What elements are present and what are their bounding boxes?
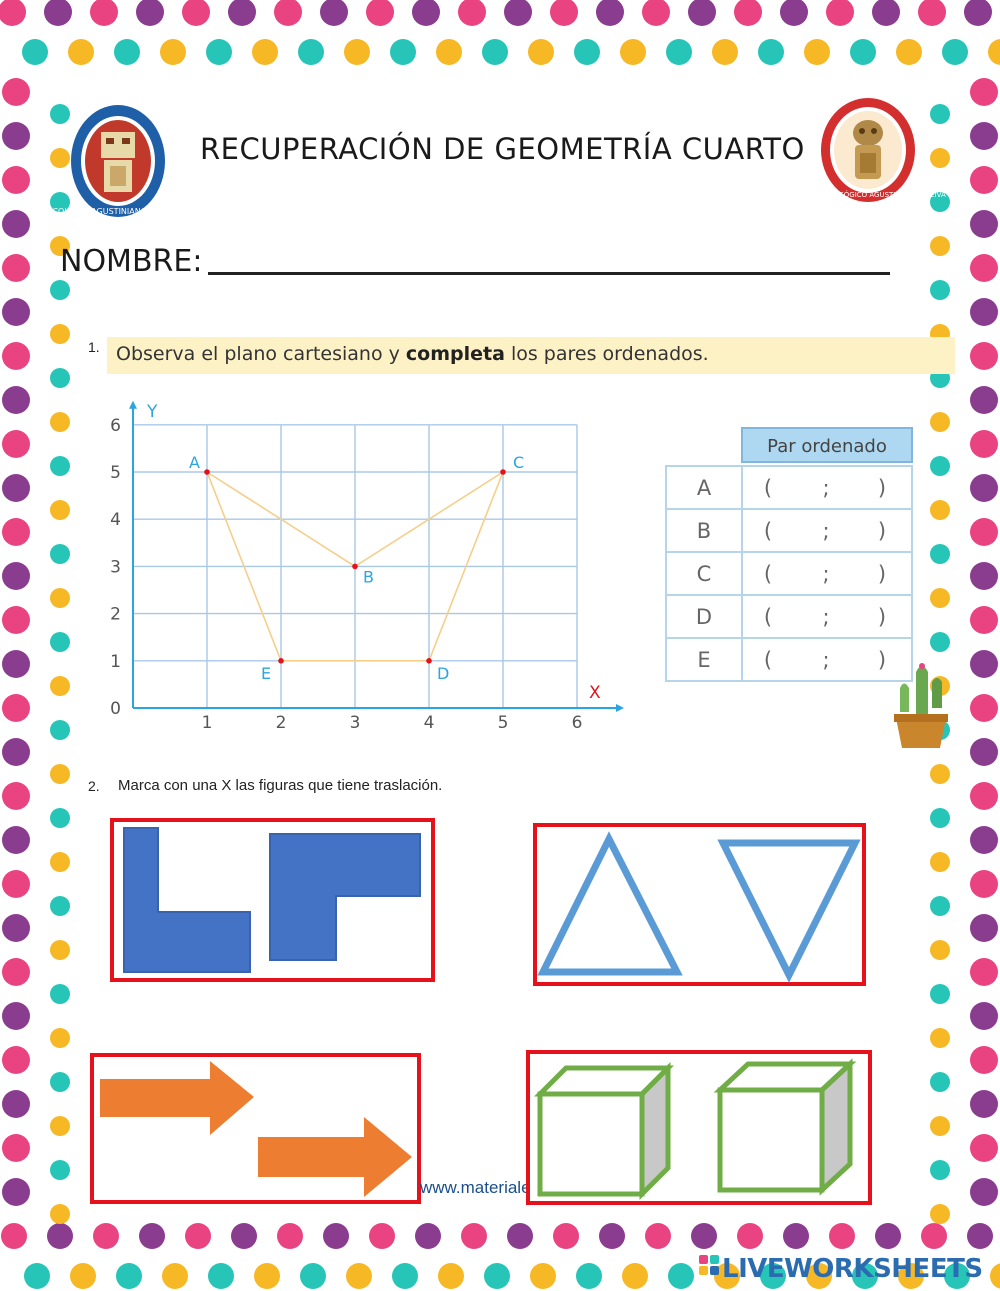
- border-dot: [553, 1223, 579, 1249]
- x-tick-label: 3: [349, 713, 361, 733]
- point-a: [204, 469, 210, 475]
- border-dot: [2, 254, 30, 282]
- border-dot: [2, 430, 30, 458]
- border-dot: [734, 0, 762, 26]
- brand-logo: LIVEWORKSHEETS: [722, 1254, 983, 1284]
- border-dot: [50, 500, 70, 520]
- x-tick-label: 5: [497, 713, 509, 733]
- border-dot: [990, 1263, 1000, 1289]
- border-dot: [2, 914, 30, 942]
- border-dot: [2, 606, 30, 634]
- border-dot: [970, 210, 998, 238]
- border-dot: [550, 0, 578, 26]
- border-dot: [530, 1263, 556, 1289]
- table-point-label: B: [696, 519, 712, 543]
- border-dot: [930, 1072, 950, 1092]
- table-close-paren: ): [877, 562, 887, 586]
- y-tick-label: 3: [110, 557, 121, 578]
- border-dot: [930, 896, 950, 916]
- border-dot: [666, 39, 692, 65]
- border-dot: [274, 0, 302, 26]
- point-e: [278, 658, 284, 664]
- x-axis-label: X: [589, 683, 601, 703]
- border-dot: [645, 1223, 671, 1249]
- border-dot: [50, 940, 70, 960]
- border-dot: [438, 1263, 464, 1289]
- border-dot: [970, 870, 998, 898]
- border-dot: [50, 1116, 70, 1136]
- table-header-label: Par ordenado: [767, 436, 887, 457]
- border-dot: [988, 39, 1000, 65]
- border-dot: [970, 738, 998, 766]
- arrow-2: [258, 1117, 412, 1197]
- border-dot: [918, 0, 946, 26]
- border-dot: [50, 280, 70, 300]
- border-dot: [930, 544, 950, 564]
- border-dot: [458, 0, 486, 26]
- table-point-label: E: [697, 648, 711, 672]
- border-dot: [323, 1223, 349, 1249]
- point-b: [352, 564, 358, 570]
- border-dot: [970, 474, 998, 502]
- border-dot: [320, 0, 348, 26]
- border-dot: [2, 826, 30, 854]
- border-dot: [712, 39, 738, 65]
- border-dot: [44, 0, 72, 26]
- border-dot: [691, 1223, 717, 1249]
- border-dot: [2, 782, 30, 810]
- border-dot: [622, 1263, 648, 1289]
- border-dot: [970, 606, 998, 634]
- border-dot: [872, 0, 900, 26]
- border-dot: [254, 1263, 280, 1289]
- border-dot: [208, 1263, 234, 1289]
- table-point-label: C: [696, 562, 712, 586]
- table-close-paren: ): [877, 605, 887, 629]
- table-separator: ;: [822, 476, 830, 500]
- question-1-number: 1.: [88, 339, 100, 355]
- table-open-paren: (: [763, 519, 773, 543]
- border-dot: [850, 39, 876, 65]
- border-dot: [970, 254, 998, 282]
- point-c: [500, 469, 506, 475]
- table-close-paren: ): [877, 476, 887, 500]
- cactus-icon: [886, 660, 956, 752]
- border-dot: [507, 1223, 533, 1249]
- border-dot: [2, 958, 30, 986]
- border-dot: [783, 1223, 809, 1249]
- border-dot: [50, 632, 70, 652]
- border-dot: [942, 39, 968, 65]
- option-l-shapes[interactable]: [110, 818, 435, 982]
- border-dot: [970, 1090, 998, 1118]
- border-dot: [482, 39, 508, 65]
- ordered-pairs-table: [664, 426, 916, 686]
- x-tick-label: 6: [571, 713, 583, 733]
- border-dot: [90, 0, 118, 26]
- table-point-label: A: [696, 476, 712, 500]
- option-cubes[interactable]: [526, 1050, 872, 1205]
- border-dot: [50, 368, 70, 388]
- point-d: [426, 658, 432, 664]
- border-dot: [921, 1223, 947, 1249]
- border-dot: [930, 764, 950, 784]
- border-dot: [930, 1204, 950, 1224]
- border-dot: [737, 1223, 763, 1249]
- border-dot: [930, 500, 950, 520]
- border-dot: [970, 78, 998, 106]
- border-dot: [829, 1223, 855, 1249]
- border-dot: [160, 39, 186, 65]
- border-dot: [2, 518, 30, 546]
- border-dot: [415, 1223, 441, 1249]
- border-dot: [2, 738, 30, 766]
- border-dot: [970, 782, 998, 810]
- border-dot: [528, 39, 554, 65]
- border-dot: [50, 1028, 70, 1048]
- question-1-text: [116, 343, 709, 365]
- x-tick-label: 2: [275, 713, 287, 733]
- border-dot: [392, 1263, 418, 1289]
- border-dot: [970, 1178, 998, 1206]
- x-tick-label: 4: [423, 713, 435, 733]
- name-label: NOMBRE:: [60, 244, 203, 279]
- table-separator: ;: [822, 519, 830, 543]
- border-dot: [298, 39, 324, 65]
- border-dot: [50, 456, 70, 476]
- y-tick-label: 1: [110, 651, 121, 672]
- border-dot: [346, 1263, 372, 1289]
- question-1-text-a: Observa el plano cartesiano y: [116, 343, 406, 365]
- border-dot: [2, 1090, 30, 1118]
- border-dot: [228, 0, 256, 26]
- border-dot: [930, 940, 950, 960]
- logo-left-text: COLEGIO AGUSTINIANO · NEIVA ·: [52, 207, 184, 216]
- border-dot: [930, 632, 950, 652]
- border-dot: [930, 984, 950, 1004]
- border-dot: [642, 0, 670, 26]
- border-dot: [896, 39, 922, 65]
- border-dot: [162, 1263, 188, 1289]
- border-dot: [50, 720, 70, 740]
- point-label-b: B: [363, 567, 374, 587]
- border-dot: [804, 39, 830, 65]
- x-axis-arrow-icon: [616, 704, 624, 712]
- question-2-text: Marca con una X las figuras que tiene traslación.: [118, 777, 443, 794]
- border-dot: [970, 430, 998, 458]
- y-tick-label: 4: [110, 510, 121, 531]
- border-dot: [206, 39, 232, 65]
- border-dot: [50, 148, 70, 168]
- border-dot: [50, 984, 70, 1004]
- border-dot: [2, 694, 30, 722]
- border-dot: [970, 958, 998, 986]
- border-dot: [970, 342, 998, 370]
- border-dot: [116, 1263, 142, 1289]
- border-dot: [930, 280, 950, 300]
- border-dot: [252, 39, 278, 65]
- border-dot: [50, 808, 70, 828]
- border-dot: [50, 852, 70, 872]
- point-label-d: D: [437, 663, 450, 683]
- border-dot: [484, 1263, 510, 1289]
- border-dot: [2, 650, 30, 678]
- border-dot: [970, 650, 998, 678]
- table-open-paren: (: [763, 562, 773, 586]
- border-dot: [970, 826, 998, 854]
- border-dot: [930, 236, 950, 256]
- border-dot: [970, 166, 998, 194]
- border-dot: [2, 1134, 30, 1162]
- triangle-up: [543, 839, 677, 972]
- border-dot: [2, 474, 30, 502]
- border-dot: [967, 1223, 993, 1249]
- name-field: [60, 244, 890, 279]
- border-dot: [182, 0, 210, 26]
- border-dot: [24, 1263, 50, 1289]
- y-axis-label: Y: [147, 401, 158, 422]
- x-tick-label: 1: [201, 713, 213, 733]
- border-dot: [970, 298, 998, 326]
- l-shape-2: [270, 834, 420, 960]
- border-dot: [2, 386, 30, 414]
- border-dot: [2, 122, 30, 150]
- border-dot: [930, 588, 950, 608]
- border-dot: [50, 676, 70, 696]
- border-dot: [970, 1046, 998, 1074]
- border-dot: [620, 39, 646, 65]
- border-dot: [780, 0, 808, 26]
- border-dot: [970, 122, 998, 150]
- table-separator: ;: [822, 648, 830, 672]
- border-dot: [412, 0, 440, 26]
- table-separator: ;: [822, 562, 830, 586]
- logo-right-text: COLEGIO PEDAGÓGICO AGUSTINIANO · NEIVA ·: [785, 191, 951, 199]
- border-dot: [930, 852, 950, 872]
- border-dot: [970, 562, 998, 590]
- border-dot: [50, 896, 70, 916]
- border-dot: [930, 1028, 950, 1048]
- table-point-label: D: [695, 605, 713, 629]
- border-dot: [68, 39, 94, 65]
- border-dot: [0, 0, 26, 26]
- border-dot: [300, 1263, 326, 1289]
- border-dot: [930, 412, 950, 432]
- border-dot: [930, 1116, 950, 1136]
- cubes-figure: [530, 1054, 868, 1201]
- border-dot: [93, 1223, 119, 1249]
- table-separator: ;: [822, 605, 830, 629]
- border-dot: [930, 1160, 950, 1180]
- border-dot: [50, 544, 70, 564]
- border-dot: [369, 1223, 395, 1249]
- point-label-e: E: [261, 663, 272, 683]
- border-dot: [2, 342, 30, 370]
- border-dot: [50, 588, 70, 608]
- border-dot: [277, 1223, 303, 1249]
- border-dot: [970, 1002, 998, 1030]
- border-dot: [436, 39, 462, 65]
- border-dot: [576, 1263, 602, 1289]
- border-dot: [2, 562, 30, 590]
- border-dot: [50, 1160, 70, 1180]
- border-dot: [344, 39, 370, 65]
- border-dot: [139, 1223, 165, 1249]
- border-dot: [1, 1223, 27, 1249]
- border-dot: [50, 764, 70, 784]
- border-dot: [574, 39, 600, 65]
- border-dot: [826, 0, 854, 26]
- border-dot: [2, 870, 30, 898]
- border-dot: [758, 39, 784, 65]
- border-dot: [2, 298, 30, 326]
- triangle-down: [723, 843, 855, 975]
- border-dot: [50, 1204, 70, 1224]
- border-dot: [930, 148, 950, 168]
- border-dot: [70, 1263, 96, 1289]
- table-close-paren: ): [877, 519, 887, 543]
- border-dot: [50, 324, 70, 344]
- table-open-paren: (: [763, 648, 773, 672]
- border-dot: [596, 0, 624, 26]
- y-tick-label: 0: [110, 699, 121, 719]
- border-dot: [2, 166, 30, 194]
- table-close-paren: ): [877, 648, 887, 672]
- school-logo-left: [52, 102, 184, 220]
- border-dot: [970, 386, 998, 414]
- border-dot: [970, 1134, 998, 1162]
- school-logo-right: [785, 95, 951, 205]
- border-dot: [50, 104, 70, 124]
- y-tick-label: 2: [110, 604, 121, 625]
- cartesian-plane: [95, 390, 635, 735]
- border-dot: [366, 0, 394, 26]
- border-dot: [2, 1178, 30, 1206]
- border-dot: [50, 412, 70, 432]
- option-triangles[interactable]: [533, 823, 866, 986]
- border-dot: [47, 1223, 73, 1249]
- border-dot: [461, 1223, 487, 1249]
- border-dot: [668, 1263, 694, 1289]
- border-dot: [970, 694, 998, 722]
- border-dot: [504, 0, 532, 26]
- border-dot: [970, 518, 998, 546]
- page-title: RECUPERACIÓN DE GEOMETRÍA CUARTO: [200, 132, 805, 166]
- point-label-c: C: [513, 453, 525, 472]
- border-dot: [231, 1223, 257, 1249]
- border-dot: [2, 210, 30, 238]
- y-axis-arrow-icon: [129, 401, 137, 409]
- border-dot: [964, 0, 992, 26]
- name-input-line[interactable]: [208, 272, 890, 275]
- border-dot: [970, 914, 998, 942]
- border-dot: [930, 808, 950, 828]
- border-dot: [2, 1046, 30, 1074]
- border-dot: [2, 78, 30, 106]
- arrows-figure: [94, 1057, 417, 1200]
- watermark-url: www.materiale: [420, 1178, 531, 1197]
- cube-1: [540, 1068, 668, 1194]
- border-dot: [930, 456, 950, 476]
- border-dot: [114, 39, 140, 65]
- border-dot: [50, 1072, 70, 1092]
- question-2-number: 2.: [88, 778, 100, 794]
- cube-2: [720, 1064, 850, 1190]
- l-shape-1: [124, 828, 250, 972]
- border-dot: [930, 104, 950, 124]
- border-dot: [390, 39, 416, 65]
- border-dot: [688, 0, 716, 26]
- border-dot: [2, 1002, 30, 1030]
- y-tick-label: 6: [110, 415, 121, 436]
- point-label-a: A: [189, 453, 200, 472]
- border-dot: [136, 0, 164, 26]
- border-dot: [875, 1223, 901, 1249]
- border-dot: [185, 1223, 211, 1249]
- question-1-text-bold: completa: [405, 343, 505, 365]
- table-open-paren: (: [763, 605, 773, 629]
- y-tick-label: 5: [110, 463, 121, 483]
- l-shapes-figure: [114, 822, 431, 978]
- live-logo-icon: [698, 1254, 720, 1284]
- option-arrows[interactable]: [90, 1053, 421, 1204]
- border-dot: [599, 1223, 625, 1249]
- table-open-paren: (: [763, 476, 773, 500]
- arrow-1: [100, 1061, 254, 1135]
- triangles-figure: [537, 827, 862, 982]
- border-dot: [22, 39, 48, 65]
- question-1-text-b: los pares ordenados.: [504, 343, 709, 365]
